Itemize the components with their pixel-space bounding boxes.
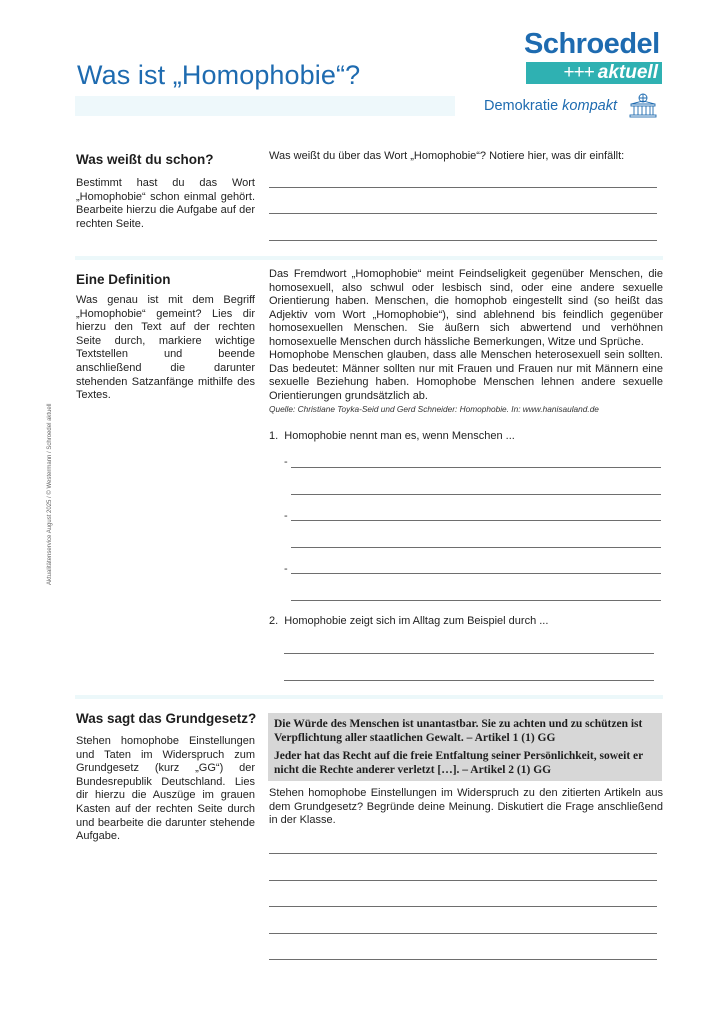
answer-line[interactable] — [269, 187, 657, 188]
section-intro-definition: Was genau ist mit dem Begriff „Homophobie“ gemeint? Lies dir hierzu den Text auf der rechten Seite durch, markiere wichtige Textstellen und beende anschließend die darunter stehenden Satzanfänge mithilfe des Textes. — [76, 294, 255, 402]
law-quote-box — [268, 713, 662, 781]
bullet-dash: - — [284, 510, 288, 522]
answer-line[interactable] — [284, 680, 654, 681]
task-know: Was weißt du über das Wort „Homophobie“? Notiere hier, was dir einfällt: — [269, 150, 625, 162]
series-label — [484, 96, 617, 116]
section-intro-know: Bestimmt hast du das Wort „Homophobie“ schon einmal gehört. Bearbeite hierzu die Aufgabe auf der rechten Seite. — [76, 177, 255, 230]
side-credit: Aktualitätenservice August 2025 / © Westermann / Schroedel aktuell — [47, 403, 53, 585]
definition-text-p2: Homophobe Menschen glauben, dass alle Menschen heterosexuell sein sollten. Das bedeutet: Männer sollten nur mit Frauen und Frauen nur mit Männern eine sexuelle Beziehung haben. Homophobe Menschen lehnen andere sexuelle Orientierungen grundsätzlich ab. — [269, 349, 663, 402]
answer-line[interactable] — [291, 520, 661, 521]
answer-line[interactable] — [269, 880, 657, 881]
answer-line[interactable] — [291, 600, 661, 601]
series-suffix: kompakt — [562, 98, 617, 114]
answer-line[interactable] — [269, 933, 657, 934]
question-1: 1. Homophobie nennt man es, wenn Menschen ... — [269, 430, 515, 442]
source-citation: Quelle: Christiane Toyka-Seid und Gerd Schneider: Homophobie. In: www.hanisauland.de — [269, 404, 599, 414]
answer-line[interactable] — [284, 653, 654, 654]
answer-line[interactable] — [291, 573, 661, 574]
brand-tag: aktuell — [597, 62, 658, 83]
brand-logo: Schroedel — [524, 28, 660, 60]
answer-line[interactable] — [269, 853, 657, 854]
brand-plus: +++ — [563, 62, 594, 83]
section-divider — [75, 256, 663, 260]
answer-line[interactable] — [269, 213, 657, 214]
series-prefix: Demokratie — [484, 98, 559, 114]
quote-article-1: Die Würde des Menschen ist unantastbar. Sie zu achten und zu schützen ist Verpflichtung aller staatlichen Gewalt. – Artikel 1 (1) GG — [274, 718, 643, 744]
task-law: Stehen homophobe Einstellungen im Widerspruch zu den zitierten Artikeln aus dem Grundgesetz? Begründe deine Meinung. Diskutiert die Frage anschließend in der Klasse. — [269, 787, 663, 827]
section-divider — [75, 695, 663, 699]
bullet-dash: - — [284, 563, 288, 575]
definition-text-p1: Das Fremdwort „Homophobie“ meint Feindseligkeit gegenüber Menschen, die homosexuell, also schwul oder lesbisch sind, oder eine andere sexuelle Orientierung haben. Menschen, die homophob eingestellt sind (so heißt das Adjektiv vom Wort „Homophobie“), sind ablehnend bis feindlich gegenüber homosexuellen Menschen. Sie äußern sich abwertend und verhöhnen homosexuelle Menschen durch hässliche Bemerkungen, Witze und Sprüche. — [269, 268, 663, 348]
section-heading-definition: Eine Definition — [76, 272, 171, 287]
answer-line[interactable] — [291, 547, 661, 548]
building-icon — [628, 92, 658, 118]
answer-line[interactable] — [269, 240, 657, 241]
answer-line[interactable] — [269, 959, 657, 960]
section-intro-law: Stehen homophobe Einstellungen und Taten im Widerspruch zum Grundgesetz (kurz „GG“) der Bundesrepublik Deutschland. Lies dir hierzu die Auszüge im grauen Kasten auf der rechten Seite durch und bearbeite die darunter stehende Aufgabe. — [76, 735, 255, 843]
brand-tag-bar — [526, 62, 662, 84]
quote-article-2: Jeder hat das Recht auf die freie Entfaltung seiner Persönlichkeit, soweit er nicht die Rechte anderer verletzt […]. – Artikel 2 (1) GG — [274, 750, 644, 776]
question-2: 2. Homophobie zeigt sich im Alltag zum Beispiel durch ... — [269, 615, 549, 627]
answer-line[interactable] — [291, 494, 661, 495]
bullet-dash: - — [284, 456, 288, 468]
page-title: Was ist „Homophobie“? — [77, 60, 361, 90]
section-heading-know: Was weißt du schon? — [76, 152, 214, 167]
section-heading-law: Was sagt das Grundgesetz? — [76, 711, 257, 726]
answer-line[interactable] — [269, 906, 657, 907]
answer-line[interactable] — [291, 467, 661, 468]
